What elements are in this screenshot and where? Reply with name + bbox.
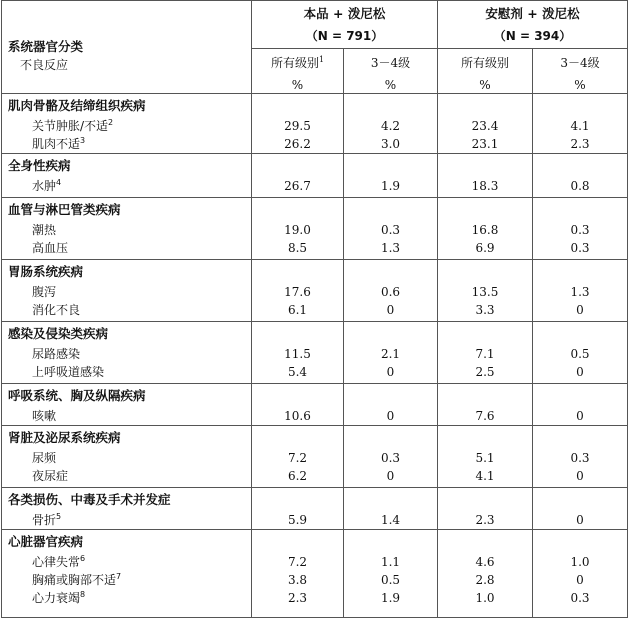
arm2-all-grades-cell bbox=[438, 488, 533, 530]
arm1-grade34-cell bbox=[344, 488, 438, 530]
footnote-marker: 3 bbox=[80, 136, 86, 145]
arm2-all-grades-cell bbox=[438, 94, 533, 154]
arm1-n: （N = 791） bbox=[305, 29, 384, 43]
arm1-grade34-value: 0 bbox=[386, 303, 395, 317]
arm1-grade34-value: 0.3 bbox=[380, 451, 401, 465]
arm1-all-grades-value: 8.5 bbox=[287, 241, 308, 255]
arm2-all-grades-value: 2.3 bbox=[475, 513, 495, 527]
arm2-grade34-value: 0 bbox=[576, 409, 584, 423]
arm1-grade34-cell bbox=[344, 260, 438, 322]
arm2-grade34-value: 0.3 bbox=[570, 223, 590, 237]
arm1-all-grades-value: 7.2 bbox=[287, 451, 308, 465]
arm2-grade34-cell bbox=[533, 260, 628, 322]
footnote-marker: 2 bbox=[108, 118, 114, 127]
table-body bbox=[2, 1, 628, 618]
adverse-reaction-label bbox=[2, 572, 251, 588]
arm1-grade34-value: 1.9 bbox=[380, 179, 401, 193]
adverse-reaction-label bbox=[2, 222, 251, 238]
arm2-all-grades-value: 18.3 bbox=[471, 179, 499, 193]
arm2-grade34-value: 0 bbox=[576, 573, 584, 587]
footnote-marker: 8 bbox=[80, 590, 86, 599]
adverse-reaction-label bbox=[2, 468, 251, 484]
arm2-all-grades-cell bbox=[438, 198, 533, 260]
adverse-reaction-label bbox=[2, 118, 251, 134]
arm2-grade34-cell bbox=[533, 198, 628, 260]
arm2-header-cell bbox=[438, 1, 628, 49]
arm1-all-grades-text bbox=[252, 55, 343, 71]
arm1-grade34-header bbox=[344, 49, 438, 94]
adverse-reaction-text: 心律失常 bbox=[32, 555, 81, 569]
arm1-all-grades-cell bbox=[252, 154, 344, 198]
arm1-grade34-label: 3－4级 bbox=[370, 56, 411, 70]
arm1-grade34-cell bbox=[344, 426, 438, 488]
adverse-reaction-label bbox=[2, 136, 251, 152]
arm1-all-grades-cell bbox=[252, 94, 344, 154]
arm1-grade34-value: 0.6 bbox=[380, 285, 401, 299]
category-name: 心脏器官疾病 bbox=[8, 534, 84, 549]
adverse-reaction-text: 上呼吸道感染 bbox=[32, 365, 105, 379]
arm2-all-grades-cell bbox=[438, 154, 533, 198]
adverse-reaction-label bbox=[2, 450, 251, 466]
arm2-all-grades-value: 23.4 bbox=[471, 119, 499, 133]
footnote-marker: 6 bbox=[80, 554, 86, 563]
arm2-grade34-value: 0.3 bbox=[570, 591, 590, 605]
category-name: 呼吸系统、胸及纵隔疾病 bbox=[8, 388, 146, 403]
arm2-all-grades-value: 16.8 bbox=[471, 223, 499, 237]
adverse-reaction-label bbox=[2, 554, 251, 570]
arm1-grade34-cell bbox=[344, 94, 438, 154]
category-label-cell bbox=[2, 426, 252, 488]
category-label-cell bbox=[2, 322, 252, 384]
footnote-marker: 5 bbox=[56, 512, 62, 521]
arm1-all-grades-cell bbox=[252, 198, 344, 260]
arm1-all-grades-value: 2.3 bbox=[287, 591, 308, 605]
adverse-reaction-label bbox=[2, 408, 251, 424]
footnote-marker: 4 bbox=[56, 178, 62, 187]
adverse-reaction-label bbox=[2, 284, 251, 300]
category-label-cell bbox=[2, 488, 252, 530]
arm2-grade34-value: 1.0 bbox=[570, 555, 590, 569]
arm1-grade34-cell bbox=[344, 322, 438, 384]
arm1-all-grades-value: 29.5 bbox=[284, 119, 311, 133]
category-row bbox=[2, 530, 628, 618]
arm2-all-grades-value: 2.8 bbox=[475, 573, 495, 587]
footnote-marker: 7 bbox=[116, 572, 122, 581]
category-name: 血管与淋巴管类疾病 bbox=[8, 202, 121, 217]
arm2-n: （N = 394） bbox=[493, 29, 572, 43]
arm2-grade34-value: 0.3 bbox=[570, 241, 590, 255]
arm2-grade34-value: 0 bbox=[576, 303, 584, 317]
category-name: 肾脏及泌尿系统疾病 bbox=[8, 430, 121, 445]
arm1-all-grades-cell bbox=[252, 384, 344, 426]
arm2-grade34-value: 4.1 bbox=[570, 119, 590, 133]
arm1-grade34-value: 4.2 bbox=[380, 119, 401, 133]
adverse-reaction-text: 心力衰竭 bbox=[32, 591, 81, 605]
arm2-all-grades-value: 6.9 bbox=[475, 241, 495, 255]
arm2-grade34-cell bbox=[533, 426, 628, 488]
category-row bbox=[2, 198, 628, 260]
arm2-all-grades-value: 4.6 bbox=[475, 555, 495, 569]
category-row bbox=[2, 260, 628, 322]
arm2-all-grades-cell bbox=[438, 530, 533, 618]
arm1-grade34-value: 1.3 bbox=[380, 241, 401, 255]
adverse-reaction-text: 咳嗽 bbox=[32, 409, 57, 423]
arm2-grade34-cell bbox=[533, 488, 628, 530]
arm1-all-grades-value: 6.2 bbox=[287, 469, 308, 483]
arm2-all-grades-value: 3.3 bbox=[475, 303, 495, 317]
soc-header-cell bbox=[2, 1, 252, 94]
arm1-grade34-value: 2.1 bbox=[380, 347, 401, 361]
category-row bbox=[2, 384, 628, 426]
adverse-reaction-label bbox=[2, 512, 251, 528]
arm1-all-grades-label: 所有级别 bbox=[270, 56, 319, 70]
arm2-grade34-cell bbox=[533, 530, 628, 618]
arm1-grade34-cell bbox=[344, 154, 438, 198]
arm1-all-grades-value: 5.9 bbox=[287, 513, 308, 527]
arm2-all-grades-text bbox=[438, 55, 532, 71]
arm1-grade34-value: 0 bbox=[386, 409, 395, 423]
adverse-reaction-label bbox=[2, 178, 251, 194]
arm2-grade34-value: 1.3 bbox=[570, 285, 590, 299]
category-row bbox=[2, 488, 628, 530]
arm2-grade34-cell bbox=[533, 154, 628, 198]
arm1-all-grades-value: 11.5 bbox=[284, 347, 311, 361]
category-label-cell bbox=[2, 530, 252, 618]
soc-header-label: 系统器官分类 bbox=[8, 39, 84, 54]
adverse-reaction-text: 关节肿胀/不适 bbox=[32, 119, 109, 133]
adverse-reaction-label bbox=[2, 364, 251, 380]
adverse-reaction-text: 高血压 bbox=[32, 241, 69, 255]
adverse-reaction-text: 胸痛或胸部不适 bbox=[32, 573, 117, 587]
header-row-1 bbox=[2, 1, 628, 49]
category-label-cell bbox=[2, 384, 252, 426]
adverse-reaction-label bbox=[2, 302, 251, 318]
arm1-grade34-value: 0.5 bbox=[380, 573, 401, 587]
arm1-all-grades-value: 5.4 bbox=[287, 365, 308, 379]
category-label-cell bbox=[2, 94, 252, 154]
category-name: 肌肉骨骼及结缔组织疾病 bbox=[8, 98, 146, 113]
category-row bbox=[2, 94, 628, 154]
arm2-grade34-label: 3－4级 bbox=[560, 56, 600, 70]
adverse-reaction-text: 尿路感染 bbox=[32, 347, 81, 361]
adverse-reaction-text: 肌肉不适 bbox=[32, 137, 81, 151]
arm1-grade34-value: 1.4 bbox=[380, 513, 401, 527]
adverse-reaction-text: 夜尿症 bbox=[32, 469, 69, 483]
adverse-reaction-text: 消化不良 bbox=[32, 303, 81, 317]
category-row bbox=[2, 322, 628, 384]
adverse-reaction-text: 骨折 bbox=[32, 513, 57, 527]
category-row bbox=[2, 426, 628, 488]
arm1-all-grades-value: 26.7 bbox=[284, 179, 311, 193]
arm2-all-grades-value: 4.1 bbox=[475, 469, 495, 483]
arm2-grade34-value: 0 bbox=[576, 365, 584, 379]
arm1-grade34-value: 1.1 bbox=[380, 555, 401, 569]
arm2-grade34-value: 0.5 bbox=[570, 347, 590, 361]
arm1-all-grades-pct: % bbox=[291, 78, 304, 92]
adverse-reactions-table-container bbox=[1, 0, 627, 618]
arm2-all-grades-cell bbox=[438, 260, 533, 322]
arm2-all-grades-label: 所有级别 bbox=[460, 56, 509, 70]
arm2-grade34-value: 0.8 bbox=[570, 179, 590, 193]
arm2-all-grades-header bbox=[438, 49, 533, 94]
arm2-all-grades-cell bbox=[438, 384, 533, 426]
arm1-all-grades-value: 6.1 bbox=[287, 303, 308, 317]
arm1-all-grades-value: 26.2 bbox=[284, 137, 311, 151]
ar-header-label: 不良反应 bbox=[20, 58, 69, 72]
arm2-grade34-value: 0.3 bbox=[570, 451, 590, 465]
arm1-grade34-pct: % bbox=[384, 78, 397, 92]
adverse-reaction-text: 水肿 bbox=[32, 179, 57, 193]
arm1-all-grades-value: 7.2 bbox=[287, 555, 308, 569]
arm2-grade34-pct: % bbox=[574, 78, 586, 92]
arm2-all-grades-value: 2.5 bbox=[475, 365, 495, 379]
arm2-all-grades-value: 23.1 bbox=[471, 137, 499, 151]
category-name: 胃肠系统疾病 bbox=[8, 264, 84, 279]
category-name: 各类损伤、中毒及手术并发症 bbox=[8, 492, 171, 507]
arm1-all-grades-cell bbox=[252, 260, 344, 322]
adverse-reaction-text: 潮热 bbox=[32, 223, 57, 237]
arm2-all-grades-value: 7.1 bbox=[475, 347, 495, 361]
arm1-all-grades-value: 3.8 bbox=[287, 573, 308, 587]
category-name: 感染及侵染类疾病 bbox=[8, 326, 109, 341]
adverse-reactions-table bbox=[1, 0, 628, 618]
adverse-reaction-text: 尿频 bbox=[32, 451, 57, 465]
arm1-all-grades-value: 17.6 bbox=[284, 285, 311, 299]
arm2-all-grades-value: 5.1 bbox=[475, 451, 495, 465]
category-name: 全身性疾病 bbox=[8, 158, 71, 173]
adverse-reaction-text: 腹泻 bbox=[32, 285, 57, 299]
arm1-all-grades-cell bbox=[252, 426, 344, 488]
arm1-grade34-cell bbox=[344, 530, 438, 618]
arm2-all-grades-value: 1.0 bbox=[475, 591, 495, 605]
arm2-all-grades-cell bbox=[438, 322, 533, 384]
arm1-header-cell bbox=[252, 1, 438, 49]
adverse-reaction-label bbox=[2, 346, 251, 362]
arm2-grade34-value: 2.3 bbox=[570, 137, 590, 151]
arm1-all-grades-header bbox=[252, 49, 344, 94]
arm1-all-grades-cell bbox=[252, 530, 344, 618]
adverse-reaction-label bbox=[2, 240, 251, 256]
arm1-all-grades-cell bbox=[252, 322, 344, 384]
arm1-title: 本品 + 泼尼松 bbox=[303, 6, 386, 21]
arm1-grade34-value: 0 bbox=[386, 469, 395, 483]
arm2-grade34-value: 0 bbox=[576, 469, 584, 483]
arm2-title: 安慰剂 + 泼尼松 bbox=[485, 6, 580, 21]
arm2-all-grades-pct: % bbox=[479, 78, 491, 92]
arm1-all-grades-cell bbox=[252, 488, 344, 530]
arm1-grade34-cell bbox=[344, 384, 438, 426]
category-label-cell bbox=[2, 154, 252, 198]
arm2-grade34-cell bbox=[533, 94, 628, 154]
adverse-reaction-label bbox=[2, 590, 251, 606]
arm2-all-grades-value: 13.5 bbox=[471, 285, 499, 299]
category-row bbox=[2, 154, 628, 198]
arm2-grade34-value: 0 bbox=[576, 513, 584, 527]
arm1-all-grades-value: 19.0 bbox=[284, 223, 311, 237]
arm2-grade34-cell bbox=[533, 322, 628, 384]
arm1-grade34-value: 1.9 bbox=[380, 591, 401, 605]
arm2-all-grades-value: 7.6 bbox=[475, 409, 495, 423]
category-label-cell bbox=[2, 198, 252, 260]
arm2-grade34-header bbox=[533, 49, 628, 94]
arm1-grade34-value: 0.3 bbox=[380, 223, 401, 237]
category-label-cell bbox=[2, 260, 252, 322]
arm1-grade34-value: 0 bbox=[386, 365, 395, 379]
arm1-all-grades-value: 10.6 bbox=[284, 409, 311, 423]
arm2-grade34-cell bbox=[533, 384, 628, 426]
arm1-grade34-cell bbox=[344, 198, 438, 260]
arm1-all-grades-sup: 1 bbox=[318, 55, 325, 64]
arm1-grade34-value: 3.0 bbox=[380, 137, 401, 151]
arm2-all-grades-cell bbox=[438, 426, 533, 488]
